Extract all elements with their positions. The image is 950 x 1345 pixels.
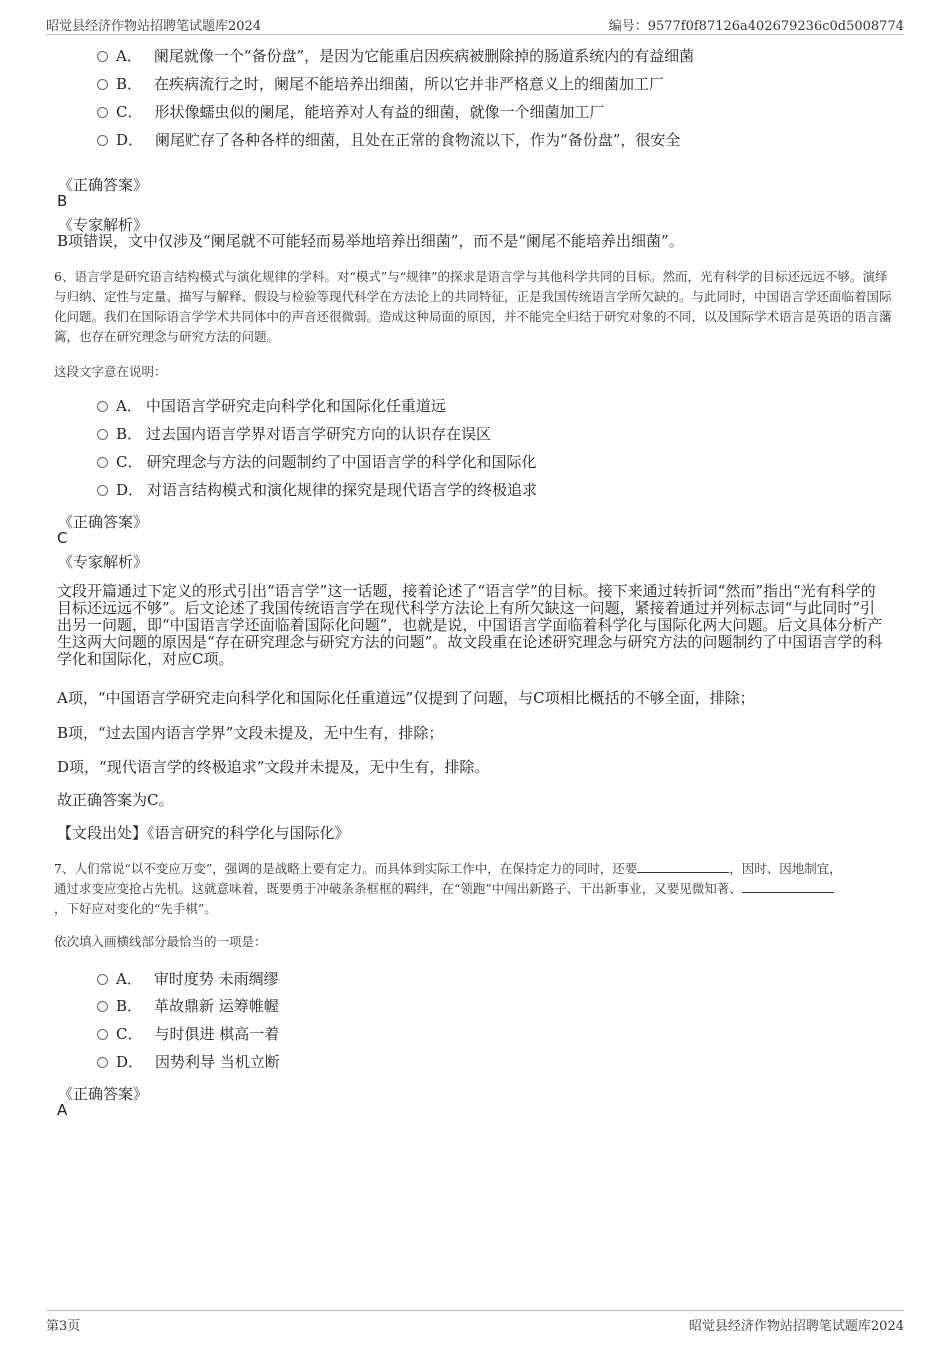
q6-option-a[interactable]: A． 中国语言学研究走向科学化和国际化任重道远: [97, 396, 446, 416]
q7-answer-label: 《正确答案》: [58, 1085, 149, 1103]
radio-icon[interactable]: [97, 485, 108, 496]
radio-icon[interactable]: [97, 51, 108, 62]
q5-option-c[interactable]: C． 形状像蠕虫似的阑尾，能培养对人有益的细菌，就像一个细菌加工厂: [97, 102, 605, 122]
q5-answer: B: [57, 192, 68, 210]
q6-analysis-paragraph: B项，“过去国内语言学界”文段未提及，无中生有，排除；: [57, 724, 444, 742]
fill-blank-1: [637, 860, 729, 873]
q7-answer: A: [57, 1101, 68, 1119]
q5-option-b[interactable]: B． 在疾病流行之时，阑尾不能培养出细菌，所以它并非严格意义上的细菌加工厂: [97, 74, 664, 94]
page-footer: [46, 1310, 904, 1335]
fill-blank-2: [742, 880, 834, 893]
radio-icon[interactable]: [97, 1001, 108, 1012]
q6-option-d[interactable]: D． 对语言结构模式和演化规律的探究是现代语言学的终极追求: [97, 480, 537, 500]
page-number: 第3页: [46, 1319, 81, 1334]
q6-analysis-paragraph: D项，“现代语言学的终极追求”文段并未提及，无中生有，排除。: [57, 758, 490, 776]
q7-prompt: 依次填入画横线部分最恰当的一项是：: [54, 934, 267, 949]
q5-answer-label: 《正确答案》: [58, 176, 149, 194]
q6-analysis-paragraph: 文段开篇通过下定义的形式引出“语言学”这一话题，接着论述了“语言学”的目标。接下来通过转折词“然而”指出“光有科学的目标还远远不够”。后文论述了我国传统语言学在现代科学方法论上有所欠缺这一问题，紧接着通过并列标志词“与此同时”引出另一问题，即“中国语言学还面临着国际化问题”，也就是说，中国语言学面临着科学化与国际化两大问题。后文具体分析产生这两大问题的原因是“存在研究理念与研究方法的问题”。故文段重在论述研究理念与研究方法的问题制约了中国语言学的科学化和国际化，对应C项。: [57, 582, 883, 668]
radio-icon[interactable]: [97, 135, 108, 146]
page-header: [46, 12, 904, 35]
q6-analysis-paragraph: A项，“中国语言学研究走向科学化和国际化任重道远”仅提到了问题，与C项相比概括的不够全面，排除；: [57, 689, 755, 707]
radio-icon[interactable]: [97, 429, 108, 440]
q7-option-c[interactable]: C． 与时俱进 棋高一着: [97, 1024, 279, 1044]
q7-option-a[interactable]: A． 审时度势 未雨绸缪: [97, 969, 279, 989]
q6-answer: C: [57, 529, 68, 547]
q6-text: 6、语言学是研究语言结构模式与演化规律的学科。对“模式”与“规律”的探求是语言学与其他科学共同的目标。然而，光有科学的目标还远远不够。演绎与归纳、定性与定量、描写与解释、假设与检验等现代科学在方法论上的共同特征，正是我国传统语言学所欠缺的。与此同时，中国语言学还面临着国际化问题。我们在国际语言学学术共同体中的声音还很微弱。造成这种局面的原因，并不能完全归结于研究对象的不同，以及国际学术语言是英语的语言藩篱，也存在研究理念与研究方法的问题。: [54, 269, 892, 344]
header-title: 昭觉县经济作物站招聘笔试题库2024: [46, 19, 262, 34]
q7-option-b[interactable]: B． 革故鼎新 运筹帷幄: [97, 996, 279, 1016]
q5-analysis: B项错误，文中仅涉及“阑尾就不可能轻而易举地培养出细菌”，而不是“阑尾不能培养出细菌”。: [57, 232, 684, 250]
q6-analysis-paragraph: 故正确答案为C。: [57, 791, 174, 809]
q7-option-d[interactable]: D． 因势利导 当机立断: [97, 1052, 280, 1072]
radio-icon[interactable]: [97, 107, 108, 118]
header-doc-id: 编号：9577f0f87126a402679236c0d5008774: [608, 19, 904, 34]
radio-icon[interactable]: [97, 401, 108, 412]
q6-source: 【文段出处】《语言研究的科学化与国际化》: [57, 824, 350, 842]
radio-icon[interactable]: [97, 79, 108, 90]
q5-option-d[interactable]: D． 阑尾贮存了各种各样的细菌，且处在正常的食物流以下，作为“备份盘”，很安全: [97, 130, 680, 150]
q6-analysis-label: 《专家解析》: [58, 553, 149, 571]
q7-text: 7、人们常说“以不变应万变”，强调的是战略上要有定力。而具体到实际工作中，在保持定力的同时，还要 ，因时、因地制宜， 通过求变应变抢占先机。这就意味着，既要勇于冲破条条框框的羁绊，在“领跑”中闯出新路子、干出新事业，又要见微知著、 ，下好应对变化的“先手棋”。: [54, 861, 842, 916]
radio-icon[interactable]: [97, 974, 108, 985]
radio-icon[interactable]: [97, 457, 108, 468]
q6-option-b[interactable]: B． 过去国内语言学界对语言学研究方向的认识存在误区: [97, 424, 491, 444]
q5-option-a[interactable]: A． 阑尾就像一个“备份盘”，是因为它能重启因疾病被删除掉的肠道系统内的有益细菌: [97, 46, 694, 66]
radio-icon[interactable]: [97, 1029, 108, 1040]
q5-analysis-label: 《专家解析》: [58, 216, 149, 234]
footer-title: 昭觉县经济作物站招聘笔试题库2024: [688, 1319, 904, 1334]
radio-icon[interactable]: [97, 1057, 108, 1068]
q6-answer-label: 《正确答案》: [58, 513, 149, 531]
q6-option-c[interactable]: C． 研究理念与方法的问题制约了中国语言学的科学化和国际化: [97, 452, 537, 472]
q6-prompt: 这段文字意在说明：: [54, 364, 167, 379]
